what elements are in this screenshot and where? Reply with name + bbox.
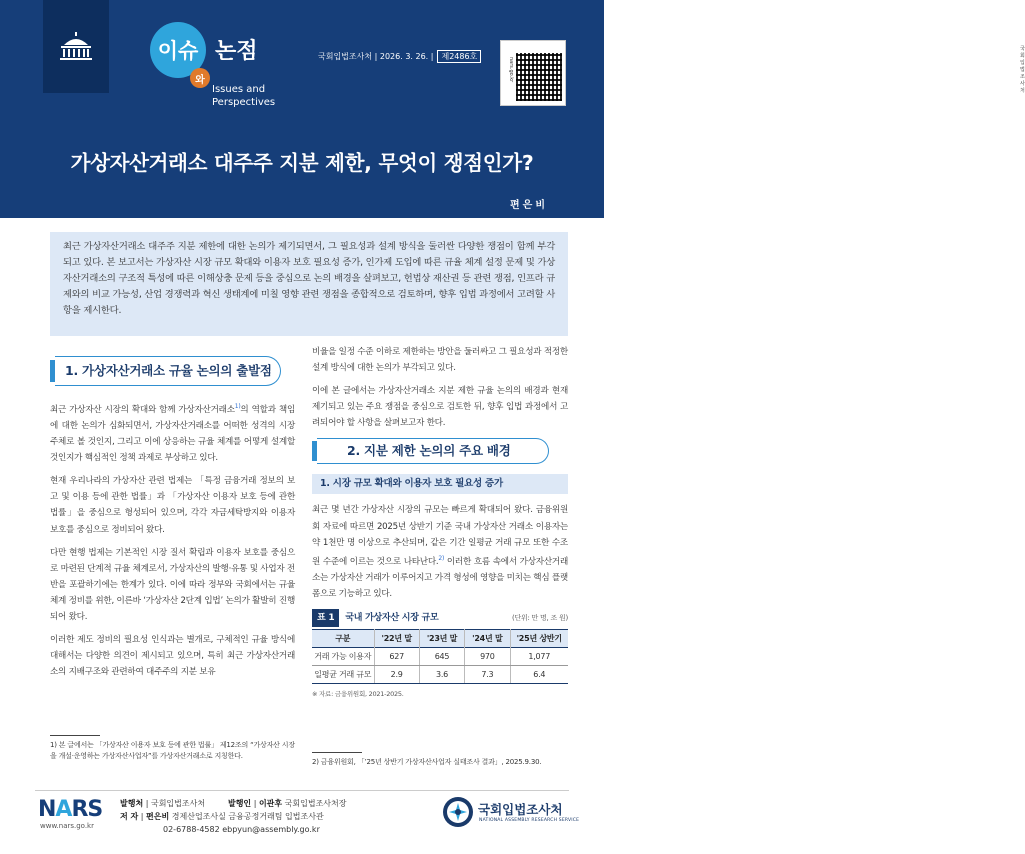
subsection-heading: 1. 시장 규모 확대와 이용자 보호 필요성 증가 [312, 474, 568, 494]
qr-side-label: nars.go.kr [508, 57, 514, 83]
org-name: 국회입법조사처 [478, 802, 563, 817]
credit-line-1: 발행처 | 국회입법조사처 발행인 | 이관후 국회입법조사처장 [120, 799, 347, 808]
market-size-table [312, 629, 568, 684]
brand-english [212, 83, 275, 109]
nars-logo-rs: RS [71, 797, 103, 822]
table-title: 국내 가상자산 시장 규모 [345, 612, 439, 623]
table-cell: 3.6 [419, 665, 464, 683]
footnote-2: 2) 금융위원회, 「’25년 상반기 가상자산사업자 실태조사 결과」, 2025.9.30. [312, 758, 542, 766]
author-name: 편은비 [510, 200, 548, 211]
issuer-label: 발행인 [227, 799, 252, 808]
footnote-divider [312, 752, 362, 753]
table-title-row [312, 609, 568, 627]
table-cell: 1,077 [510, 647, 568, 665]
paragraph: 이에 본 글에서는 가상자산거래소 지분 제한 규율 논의의 배경과 현재 제기되고 있는 주요 쟁점을 중심으로 검토한 뒤, 향후 입법 과정에서 고려되어야 할 사항을 살펴보고자 한다. [312, 386, 568, 429]
paragraph: 비율을 일정 수준 이하로 제한하는 방안을 둘러싸고 그 필요성과 적정한 설계 방식에 대한 논의가 부각되고 있다. [312, 347, 568, 374]
table-cell: 6.4 [510, 665, 568, 683]
abstract-box: 최근 가상자산거래소 대주주 지분 제한에 대한 논의가 제기되면서, 그 필요성과 설계 방식을 둘러싼 다양한 쟁점이 함께 부각되고 있다. 본 보고서는 가상자산 시장 규모 확대와 이용자 보호 필요성 증가, 인가제 도입에 따른 규율 체계 설정 문제 및 가상자산거래소의 구조적 특성에 따른 이해상충 문제 등을 중심으로 논의 배경을 살펴보고, 헌법상 재산권 등 관련 쟁점, 인프라 규제와의 비교 가능성, 산업 경쟁력과 혁신 생태계에 미칠 영향 관련 쟁점을 종합적으로 검토하며, 향후 입법 과정에서 고려할 사항을 제시한다. [50, 232, 568, 336]
publication-credits [120, 797, 347, 836]
table-cell: 970 [465, 647, 510, 665]
brand-english-line2: Perspectives [212, 97, 276, 108]
left-column [50, 356, 295, 687]
section2-heading-box [312, 438, 568, 464]
publisher-date: 국회입법조사처 | 2026. 3. 26. | [318, 52, 434, 61]
website-link[interactable]: www.nars.go.kr [40, 822, 94, 830]
brand-nonjeom: 논점 [215, 39, 258, 64]
editor-department: 경제산업조사실 금융공정거래팀 입법조사관 [171, 812, 324, 821]
qr-pattern [516, 53, 562, 101]
brand-english-line1: Issues and [212, 84, 266, 95]
nars-logo[interactable] [38, 797, 102, 822]
footer-divider [35, 790, 569, 791]
footnote-ref[interactable]: 2) [438, 554, 445, 562]
nars-crest-icon [442, 796, 474, 828]
section1-heading: 1. 가상자산거래소 규율 논의의 출발점 [55, 356, 281, 386]
national-assembly-logo [43, 0, 109, 93]
table-row [312, 665, 568, 683]
paragraph: 이러한 제도 정비의 필요성 인식과는 별개로, 구체적인 규율 방식에 대해서는 다양한 의견이 제시되고 있으며, 특히 최근 가상자산거래소의 지배구조와 관련하여 대주주의 지분 보유 [50, 635, 295, 678]
credit-line-3 [120, 823, 347, 836]
editor-name: 편은비 [146, 812, 170, 821]
table-cell: 일평균 거래 규모 [312, 665, 374, 683]
table-header: '23년 말 [419, 629, 464, 647]
table-header: 구분 [312, 629, 374, 647]
table-cell: 2.9 [374, 665, 419, 683]
right-column [312, 344, 568, 702]
brand-wa-circle: 와 [190, 68, 210, 88]
table-unit: (단위: 만 명, 조 원) [511, 613, 568, 622]
paragraph-text: 이러한 흐름 속에서 가상자산거래소는 가상자산 거래가 이루어지고 가격 형성에 영향을 미치는 핵심 플랫폼으로 기능하고 있다. [312, 556, 568, 599]
paragraph [312, 502, 568, 601]
table-row [312, 647, 568, 665]
issuer-name: 이관후 [258, 799, 283, 808]
qr-label: 국회입법조사처 [1020, 46, 1025, 94]
table-badge: 표 1 [312, 609, 339, 627]
brand-issue-circle: 이슈 [150, 22, 206, 78]
issue-number: 제2486호 [437, 50, 481, 63]
table-header-row [312, 629, 568, 647]
paragraph-text: 의 역할과 책임에 대한 논의가 심화되면서, 가상자산거래소를 어떠한 성격의 시장 주체로 볼 것인지, 그리고 이에 상응하는 규율 체계를 어떻게 설계할 것인지가 핵심적인 정책 과제로 부상하고 있다. [50, 404, 295, 464]
section2-heading: 2. 지분 제한 논의의 주요 배경 [317, 438, 549, 464]
footnote-ref[interactable]: 1) [234, 403, 241, 410]
header-banner [0, 0, 1025, 218]
page-title: 가상자산거래소 대주주 지분 제한, 무엇이 쟁점인가? [70, 151, 534, 175]
table-header: '25년 상반기 [510, 629, 568, 647]
qr-code[interactable] [500, 40, 1025, 106]
publication-info [318, 50, 481, 63]
table-header: '24년 말 [465, 629, 510, 647]
table-cell: 627 [374, 647, 419, 665]
nars-logo-a: A [55, 797, 72, 822]
issuer-title: 국회입법조사처장 [284, 799, 347, 808]
publisher: 국회입법조사처 [150, 799, 206, 808]
paragraph: 현재 우리나라의 가상자산 관련 법제는 「특정 금융거래 정보의 보고 및 이용 등에 관한 법률」과 「가상자산 이용자 보호 등에 관한 법률」을 중심으로 형성되어 있으며, 각각 자금세탁방지와 이용자 보호를 중심으로 정비되어 왔다. [50, 476, 295, 535]
assembly-dome-icon [56, 31, 96, 63]
org-name-english: NATIONAL ASSEMBLY RESEARCH SERVICE [479, 818, 580, 823]
footnote-1: 1) 본 글에서는 「가상자산 이용자 보호 등에 관한 법률」 제12조의 “가상자산 시장을 개설·운영하는 가상자산사업자”를 가상자산거래소로 지칭한다. [50, 741, 295, 760]
table-cell: 거래 가능 이용자 [312, 647, 374, 665]
footnote-divider [50, 735, 100, 736]
nars-logo-n: N [38, 797, 56, 822]
table-header: '22년 말 [374, 629, 419, 647]
paragraph [50, 399, 295, 466]
paragraph-text: 최근 가상자산 시장의 확대와 함께 가상자산거래소 [50, 404, 235, 415]
credit-line-2: 저 자 | 편은비 경제산업조사실 금융공정거래팀 입법조사관 [120, 812, 324, 821]
contact-info[interactable]: 02-6788-4582 ebpyun@assembly.go.kr [163, 825, 320, 834]
publisher-label: 발행처 [120, 799, 144, 808]
section1-heading-box [50, 356, 295, 386]
writer-label: 저 자 [120, 812, 139, 821]
table-cell: 7.3 [465, 665, 510, 683]
table-source: ※ 자료: 금융위원회, 2021-2025. [312, 689, 404, 698]
paragraph-text: 최근 몇 년간 가상자산 시장의 규모는 빠르게 확대되어 왔다. 금융위원회 자료에 따르면 2025년 상반기 기준 국내 가상자산 거래소 이용자는 약 1천만 명 이상으로 추산되며, 같은 기간 일평균 거래 규모 또한 수조 원 수준에 이르는 것으로 나타난다. [312, 505, 568, 567]
table-cell: 645 [419, 647, 464, 665]
paragraph: 다만 현행 법제는 기본적인 시장 질서 확립과 이용자 보호를 중심으로 마련된 단계적 규율 체계로서, 가상자산의 발행·유통 및 사업자 전반을 포괄하기에는 한계가 있다. 이에 따라 정부와 국회에서는 규율 체계 정비를 위한, 이른바 ‘가상자산 2단계 입법’ 논의가 활발히 진행되어 왔다. [50, 547, 295, 622]
